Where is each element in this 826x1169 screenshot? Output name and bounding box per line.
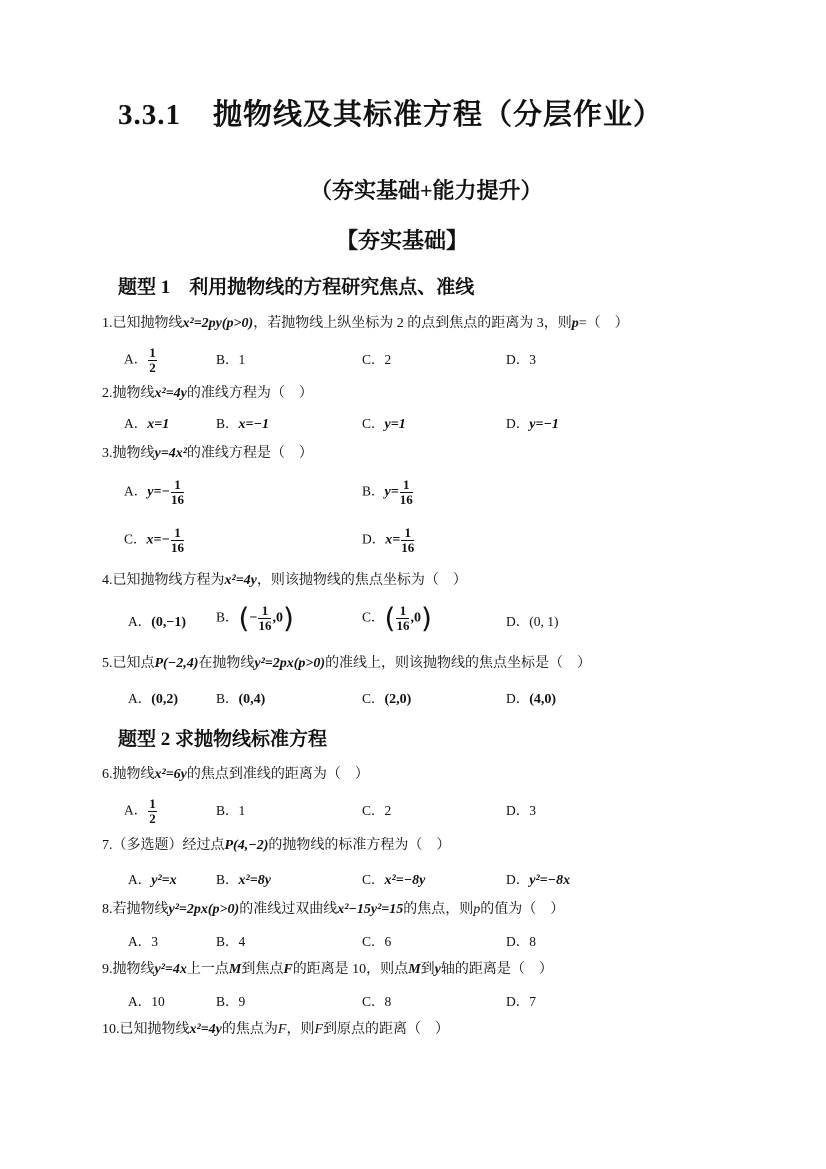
- q2-option-b[interactable]: [216, 414, 269, 435]
- q5-option-b[interactable]: [216, 689, 265, 710]
- denominator: 16: [396, 618, 410, 633]
- numerator: 1: [171, 478, 184, 493]
- option-letter: D．: [506, 416, 530, 431]
- q8-label: 8.: [102, 902, 113, 917]
- q8-hyperbola-equation: x²−15y²=15: [337, 902, 404, 917]
- q2-option-a[interactable]: [124, 414, 169, 435]
- question-6: [102, 765, 369, 785]
- page-title: [118, 92, 663, 133]
- option-math: x=1: [147, 417, 170, 432]
- q1-option-a[interactable]: [124, 346, 158, 375]
- option-letter: A．: [128, 691, 152, 706]
- numerator: 1: [400, 478, 413, 493]
- q5-text-mid: 在抛物线: [198, 656, 255, 671]
- q5-option-d[interactable]: [506, 689, 556, 710]
- option-letter: D．: [506, 872, 530, 887]
- fraction: [400, 478, 413, 507]
- q2-text-end: 的准线方程为（ ）: [186, 386, 313, 401]
- q10-text-end: 到原点的距离（ ）: [323, 1022, 450, 1037]
- option-math: (0,4): [238, 692, 266, 707]
- fraction: [171, 478, 184, 507]
- q5-option-c[interactable]: [362, 689, 411, 710]
- question-type-1-heading: 题型 1 利用抛物线的方程研究焦点、准线: [118, 277, 475, 298]
- q3-option-a[interactable]: [124, 478, 185, 507]
- q4-option-a[interactable]: [128, 612, 186, 633]
- q5-text-end: 的准线上，则该抛物线的焦点坐标是（ ）: [325, 656, 592, 671]
- q8-option-b[interactable]: B．4: [216, 934, 246, 949]
- option-letter: B．: [216, 416, 239, 431]
- minus-sign: −: [249, 610, 258, 626]
- q8-option-a[interactable]: A．3: [128, 934, 158, 949]
- option-math: (4,0): [529, 692, 557, 707]
- left-paren-glyph: (: [238, 601, 250, 635]
- q1-text-mid: ，若抛物线上纵坐标为 2 的点到焦点的距离为 3，则: [253, 316, 572, 331]
- q2-label: 2.: [102, 386, 113, 401]
- q9-var-y: y: [434, 962, 441, 977]
- q9-equation: y²=4x: [154, 962, 187, 977]
- fraction: [258, 604, 271, 633]
- q6-option-b[interactable]: B．1: [216, 803, 246, 818]
- fraction: [171, 526, 184, 555]
- q6-option-c[interactable]: C．2: [362, 803, 392, 818]
- numerator: 1: [396, 604, 409, 619]
- fraction: [396, 604, 409, 633]
- q1-option-c[interactable]: C．2: [362, 352, 392, 367]
- option-letter: C．: [362, 691, 385, 706]
- fraction: [148, 797, 157, 826]
- q6-option-a[interactable]: [124, 797, 158, 826]
- q9-var-f: F: [283, 962, 293, 977]
- q3-text-end: 的准线方程是（ ）: [186, 446, 313, 461]
- section-heading: 【夯实基础】: [336, 228, 469, 253]
- q7-text: （多选题）经过点: [112, 838, 225, 853]
- right-paren-glyph: ): [282, 601, 294, 635]
- numerator: 1: [401, 526, 414, 541]
- denominator: 2: [149, 811, 156, 826]
- q9-option-d[interactable]: D．7: [506, 994, 536, 1009]
- numerator: 1: [149, 345, 156, 360]
- q1-text: 已知抛物线: [112, 316, 183, 331]
- denominator: 2: [149, 360, 156, 375]
- q10-text: 已知抛物线: [119, 1022, 190, 1037]
- q7-point: P(4,−2): [224, 838, 269, 853]
- option-letter: A．: [124, 416, 148, 431]
- denominator: 16: [258, 618, 272, 633]
- option-math-tail: ,0: [272, 610, 283, 626]
- numerator: 1: [149, 796, 156, 811]
- option-letter: B．: [216, 609, 239, 625]
- q3-text: 抛物线: [112, 446, 155, 461]
- q7-option-a[interactable]: [128, 870, 177, 891]
- option-letter: B．: [216, 691, 239, 706]
- q10-var-f2: F: [314, 1022, 324, 1037]
- q6-text-end: 的焦点到准线的距离为（ ）: [186, 767, 369, 782]
- q9-var-m: M: [228, 962, 242, 977]
- fraction: [401, 526, 414, 555]
- option-math: (0,−1): [151, 615, 187, 630]
- option-letter: A．: [124, 802, 148, 818]
- q8-equation: y²=2px(p>0): [168, 902, 240, 917]
- option-letter: A．: [128, 872, 152, 887]
- denominator: 16: [170, 540, 184, 555]
- q3-option-d[interactable]: [362, 526, 415, 555]
- right-paren-glyph: ): [420, 601, 432, 635]
- q1-label: 1.: [102, 316, 113, 331]
- option-letter: C．: [362, 872, 385, 887]
- option-math: x=−: [146, 532, 170, 548]
- q8-text-end: 的值为（ ）: [480, 902, 565, 917]
- q5-text: 已知点: [112, 656, 155, 671]
- q9-text-mid3: 的距离是 10，则点: [292, 962, 409, 977]
- q5-point: P(−2,4): [154, 656, 199, 671]
- option-math: y=−1: [529, 417, 559, 432]
- q1-option-d[interactable]: D．3: [506, 352, 536, 367]
- q9-text-mid4: 到: [420, 962, 435, 977]
- q6-label: 6.: [102, 767, 113, 782]
- q9-option-c[interactable]: C．8: [362, 994, 392, 1009]
- q8-text: 若抛物线: [112, 902, 169, 917]
- q9-text-mid: 上一点: [186, 962, 229, 977]
- q3-label: 3.: [102, 446, 113, 461]
- q5-option-a[interactable]: [128, 689, 178, 710]
- q7-option-b[interactable]: [216, 870, 271, 891]
- option-math: y=1: [384, 417, 406, 432]
- option-letter: A．: [124, 351, 148, 367]
- option-math: y²=x: [151, 873, 177, 888]
- denominator: 16: [399, 492, 413, 507]
- q1-equation: x²=2py(p>0): [182, 316, 254, 331]
- option-letter: B．: [362, 483, 385, 499]
- q7-text-end: 的抛物线的标准方程为（ ）: [268, 838, 451, 853]
- q1-var: p: [571, 316, 579, 331]
- option-math: (2,0): [384, 692, 412, 707]
- q9-option-a[interactable]: A．10: [128, 994, 165, 1009]
- question-8: [102, 900, 564, 920]
- q9-var-m2: M: [408, 962, 421, 977]
- title-text: 抛物线及其标准方程（分层作业）: [213, 99, 664, 131]
- denominator: 16: [401, 540, 415, 555]
- q8-text-mid2: 的焦点，则: [403, 902, 474, 917]
- option-math: y=: [384, 484, 399, 500]
- subtitle: （夯实基础+能力提升）: [310, 178, 543, 203]
- q5-equation: y²=2px(p>0): [254, 656, 326, 671]
- q10-var-f: F: [277, 1022, 287, 1037]
- q10-text-mid2: ，则: [286, 1022, 315, 1037]
- option-math: x²=−8y: [384, 873, 426, 888]
- question-type-2-heading: 题型 2 求抛物线标准方程: [118, 729, 328, 750]
- denominator: 16: [170, 492, 184, 507]
- q2-equation: x²=4y: [154, 386, 187, 401]
- option-letter: D．: [506, 691, 530, 706]
- option-math: x=−1: [238, 417, 269, 432]
- q2-text: 抛物线: [112, 386, 155, 401]
- numerator: 1: [171, 526, 184, 541]
- q6-option-d[interactable]: D．3: [506, 803, 536, 818]
- q10-equation: x²=4y: [189, 1022, 222, 1037]
- option-letter: C．: [362, 416, 385, 431]
- q4-text-end: ，则该抛物线的焦点坐标为（ ）: [256, 573, 467, 588]
- q7-option-c[interactable]: [362, 870, 425, 891]
- q7-option-d[interactable]: [506, 870, 570, 891]
- left-paren-glyph: (: [384, 601, 396, 635]
- q8-var: p: [473, 902, 481, 917]
- option-letter: C．: [124, 531, 147, 547]
- option-letter: D．: [362, 531, 386, 547]
- question-7: [102, 836, 450, 856]
- q3-equation: y=4x²: [154, 446, 187, 461]
- question-5: [102, 654, 591, 674]
- q3-option-b[interactable]: [362, 478, 414, 507]
- question-9: [102, 960, 553, 980]
- question-10: [102, 1020, 449, 1040]
- option-letter: A．: [124, 483, 148, 499]
- q4-equation: x²=4y: [224, 573, 257, 588]
- q1-option-b[interactable]: B．1: [216, 352, 246, 367]
- q4-option-b[interactable]: [216, 601, 294, 635]
- q5-label: 5.: [102, 656, 113, 671]
- q2-option-d[interactable]: [506, 414, 559, 435]
- q6-text: 抛物线: [112, 767, 155, 782]
- option-math: y²=−8x: [529, 873, 571, 888]
- q2-option-c[interactable]: [362, 414, 406, 435]
- section-number: 3.3.1: [118, 99, 181, 131]
- fraction: [148, 346, 157, 375]
- option-letter: C．: [362, 609, 385, 625]
- q8-option-d[interactable]: D．8: [506, 934, 536, 949]
- q8-text-mid: 的准线过双曲线: [239, 902, 338, 917]
- question-1: [102, 314, 629, 334]
- q9-text-mid2: 到焦点: [241, 962, 284, 977]
- q1-text-end: =（ ）: [578, 316, 629, 331]
- option-math: (0,2): [151, 692, 179, 707]
- option-letter: A．: [128, 614, 152, 629]
- q10-label: 10.: [102, 1022, 120, 1037]
- q10-text-mid: 的焦点为: [221, 1022, 278, 1037]
- q7-label: 7.: [102, 838, 113, 853]
- numerator: 1: [258, 604, 271, 619]
- q3-option-c[interactable]: [124, 526, 185, 555]
- option-math: x²=8y: [238, 873, 271, 888]
- question-4: [102, 571, 467, 591]
- q8-option-c[interactable]: C．6: [362, 934, 392, 949]
- option-letter: B．: [216, 872, 239, 887]
- question-3: [102, 444, 313, 464]
- q9-text: 抛物线: [112, 962, 155, 977]
- option-math: y=−: [147, 484, 170, 500]
- q4-label: 4.: [102, 573, 113, 588]
- q4-option-d[interactable]: D．(0, 1): [506, 614, 559, 629]
- q9-label: 9.: [102, 962, 113, 977]
- q4-option-c[interactable]: [362, 601, 432, 635]
- option-math: x=: [385, 532, 401, 548]
- q6-equation: x²=6y: [154, 767, 187, 782]
- option-math-tail: ,0: [410, 610, 421, 626]
- q9-text-end: 轴的距离是（ ）: [440, 962, 553, 977]
- question-2: [102, 384, 313, 404]
- q4-text: 已知抛物线方程为: [112, 573, 225, 588]
- q9-option-b[interactable]: B．9: [216, 994, 246, 1009]
